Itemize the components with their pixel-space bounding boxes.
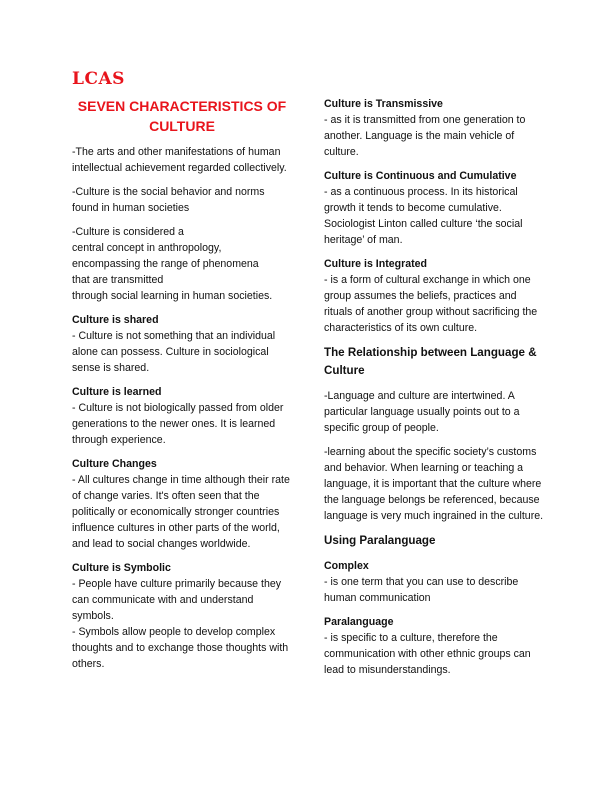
section-culture-symbolic (72, 560, 292, 672)
section-culture-learned (72, 384, 292, 448)
intro-line: through social learning in human societies. (72, 290, 273, 302)
section-body: - is one term that you can use to describe human communication (324, 576, 519, 604)
intro-line: central concept in anthropology, (72, 242, 222, 254)
section-heading: Culture is shared (72, 314, 159, 326)
section-culture-changes (72, 456, 292, 552)
section-culture-transmissive (324, 96, 544, 160)
intro-paragraph-3 (72, 224, 292, 304)
intro-line: encompassing the range of phenomena (72, 258, 259, 270)
intro-paragraph-1: -The arts and other manifestations of human intellectual achievement regarded collectively. (72, 146, 287, 174)
section-heading: Culture is Integrated (324, 258, 428, 270)
section-body: - is a form of cultural exchange in which one group assumes the beliefs, practices and rituals of another group without sacrificing the characteristics of its own culture. (324, 274, 538, 334)
section-paralanguage (324, 614, 544, 678)
left-column (72, 96, 292, 680)
relationship-paragraph-1: -Language and culture are intertwined. A particular language usually points out to a specific group of people. (324, 390, 520, 434)
paralanguage-heading: Using Paralanguage (324, 534, 436, 547)
intro-paragraph-2: -Culture is the social behavior and norms found in human societies (72, 186, 265, 214)
section-culture-integrated (324, 256, 544, 336)
section-heading: Culture is learned (72, 386, 162, 398)
document-title: SEVEN CHARACTERISTICS OF CULTURE (77, 98, 287, 134)
intro-line: that are transmitted (72, 274, 164, 286)
section-culture-shared (72, 312, 292, 376)
section-heading: Culture Changes (72, 458, 157, 470)
section-heading: Culture is Continuous and Cumulative (324, 170, 517, 182)
relationship-paragraph-2: -learning about the specific society’s customs and behavior. When learning or teaching a language, it is important that the culture where the language belongs be referenced, because language is very much ingrained in the culture. (324, 446, 544, 522)
section-body: - Culture is not something that an individual alone can possess. Culture in sociological sense is shared. (72, 330, 276, 374)
section-body: - Culture is not biologically passed from older generations to the newer ones. It is learned through experience. (72, 402, 284, 446)
section-body: - as it is transmitted from one generation to another. Language is the main vehicle of culture. (324, 114, 526, 158)
section-body: - as a continuous process. In its historical growth it tends to become cumulative. Sociologist Linton called culture ‘the social heritage’ of man. (324, 186, 523, 246)
section-body: - Symbols allow people to develop complex thoughts and to exchange those thoughts with others. (72, 626, 289, 670)
section-body: - is specific to a culture, therefore the communication with other ethnic groups can lead to misunderstandings. (324, 632, 531, 676)
section-body: - All cultures change in time although their rate of change varies. It's often seen that the politically or economically stronger countries influence cultures in other parts of the world, and lead to social changes worldwide. (72, 474, 290, 550)
section-culture-continuous (324, 168, 544, 248)
intro-line: -Culture is considered a (72, 226, 184, 238)
section-heading: Culture is Transmissive (324, 98, 443, 110)
right-column (324, 96, 544, 686)
section-heading: Paralanguage (324, 616, 394, 628)
section-heading: Culture is Symbolic (72, 562, 171, 574)
logo: LCAS (72, 69, 125, 89)
section-body: - People have culture primarily because they can communicate with and understand symbols. (72, 578, 282, 622)
section-complex (324, 558, 544, 606)
section-heading: Complex (324, 560, 369, 572)
relationship-heading: The Relationship between Language & Culture (324, 346, 537, 377)
